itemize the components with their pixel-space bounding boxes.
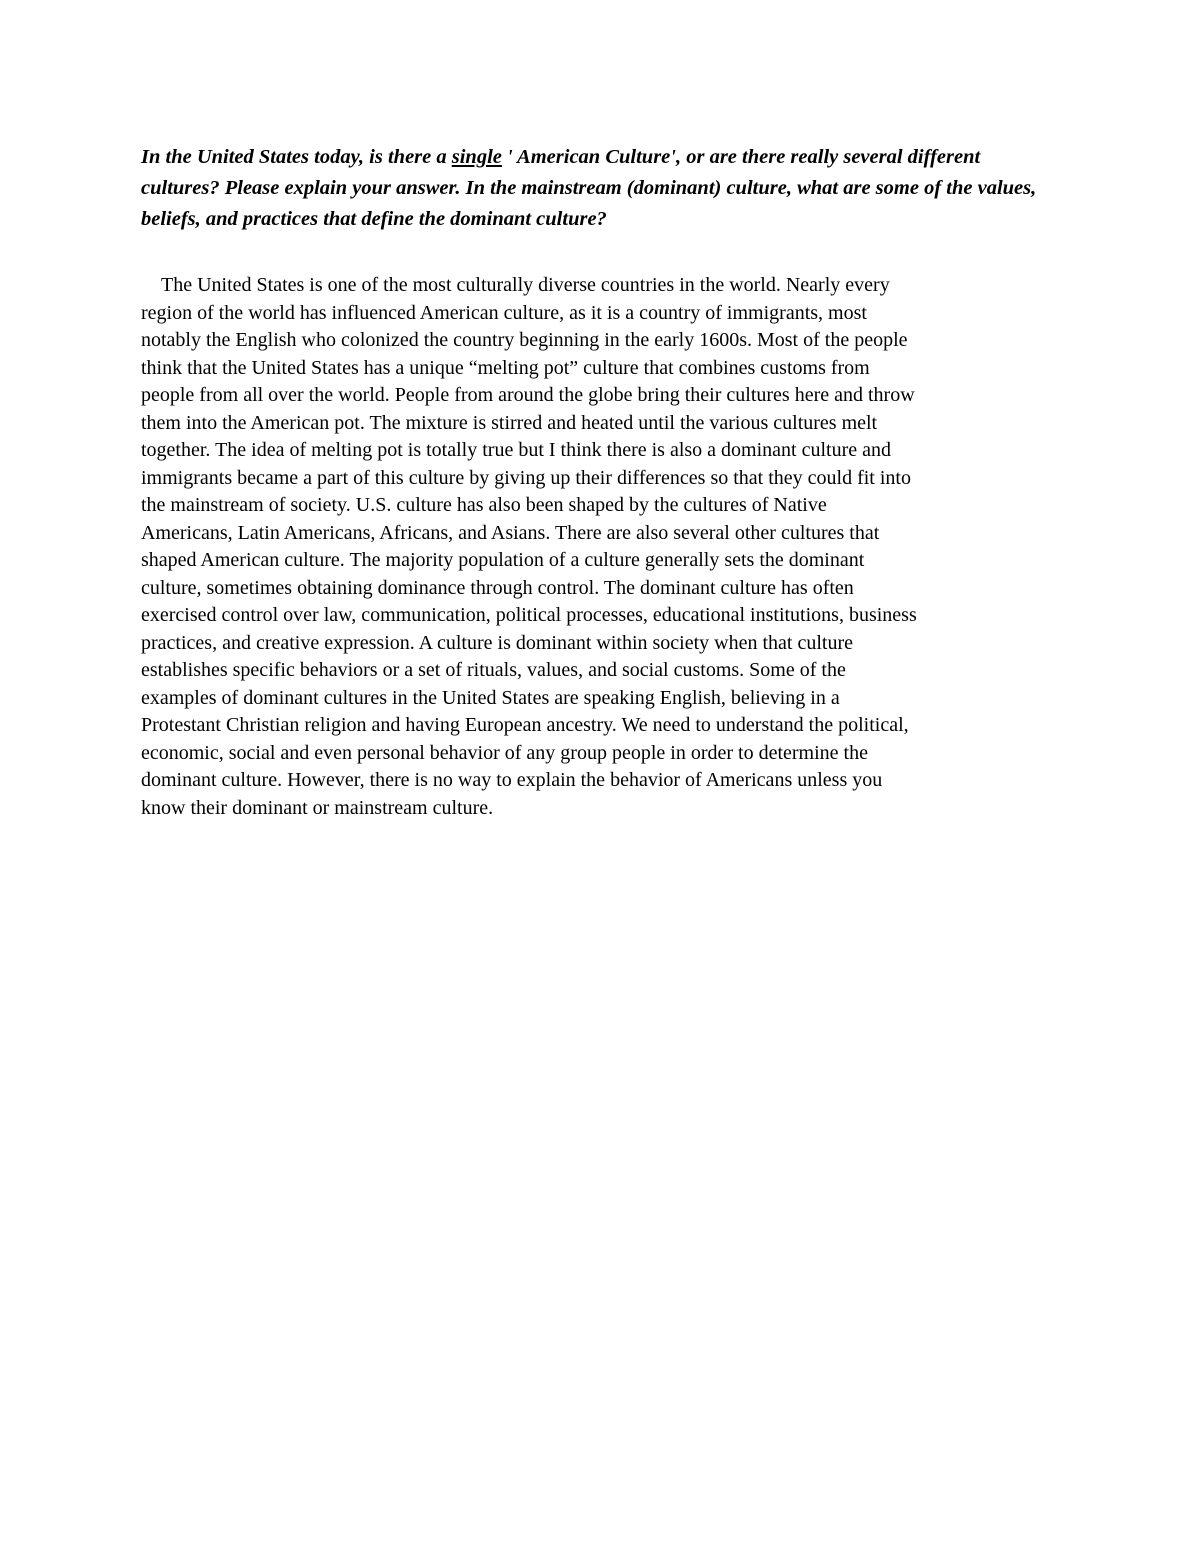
body-line: practices, and creative expression. A culture is dominant within society when that culture — [141, 631, 854, 654]
body-line: immigrants became a part of this culture by giving up their differences so that they could fit into — [141, 466, 911, 489]
body-line — [141, 272, 1066, 300]
body-line: notably the English who colonized the country beginning in the early 1600s. Most of the people — [141, 329, 908, 351]
body-line: dominant culture. However, there is no way to explain the behavior of Americans unless you — [141, 769, 883, 791]
body-line: Protestant Christian religion and having European ancestry. We need to understand the political, — [141, 714, 909, 736]
body-line: establishes specific behaviors or a set of rituals, values, and social customs. Some of the — [141, 659, 846, 681]
body-line: exercised control over law, communication, political processes, educational institutions, business — [141, 604, 917, 626]
body-line: Americans, Latin Americans, Africans, and Asians. There are also several other cultures that — [141, 521, 880, 544]
prompt-text-end: ' American Culture', or are there really several different cultures? Please explain your answer. In the mainstream (dominant) culture, what are some of the values, beliefs, and practices that define the dominant culture? — [141, 146, 1037, 230]
body-line-text: The United States is one of the most culturally diverse countries in the world. Nearly every — [161, 274, 890, 296]
body-line: examples of dominant cultures in the United States are speaking English, believing in a — [141, 686, 840, 709]
body-line: people from all over the world. People from around the globe bring their cultures here and throw — [141, 384, 915, 406]
essay-body — [141, 272, 1066, 822]
body-line: together. The idea of melting pot is totally true but I think there is also a dominant culture and — [141, 439, 892, 461]
body-line: the mainstream of society. U.S. culture has also been shaped by the cultures of Native — [141, 494, 827, 516]
body-line: know their dominant or mainstream culture. — [141, 796, 494, 819]
prompt-text-start: In the United States today, is there a — [141, 146, 452, 168]
body-line: think that the United States has a unique “melting pot” culture that combines customs from — [141, 356, 870, 379]
essay-prompt — [141, 142, 1061, 235]
body-line: them into the American pot. The mixture is stirred and heated until the various cultures melt — [141, 411, 878, 434]
body-line: shaped American culture. The majority population of a culture generally sets the dominant — [141, 549, 865, 571]
body-line: region of the world has influenced American culture, as it is a country of immigrants, most — [141, 301, 867, 324]
body-line: culture, sometimes obtaining dominance through control. The dominant culture has often — [141, 576, 854, 599]
prompt-underlined-word: single — [451, 146, 502, 168]
body-line: economic, social and even personal behavior of any group people in order to determine the — [141, 741, 868, 764]
